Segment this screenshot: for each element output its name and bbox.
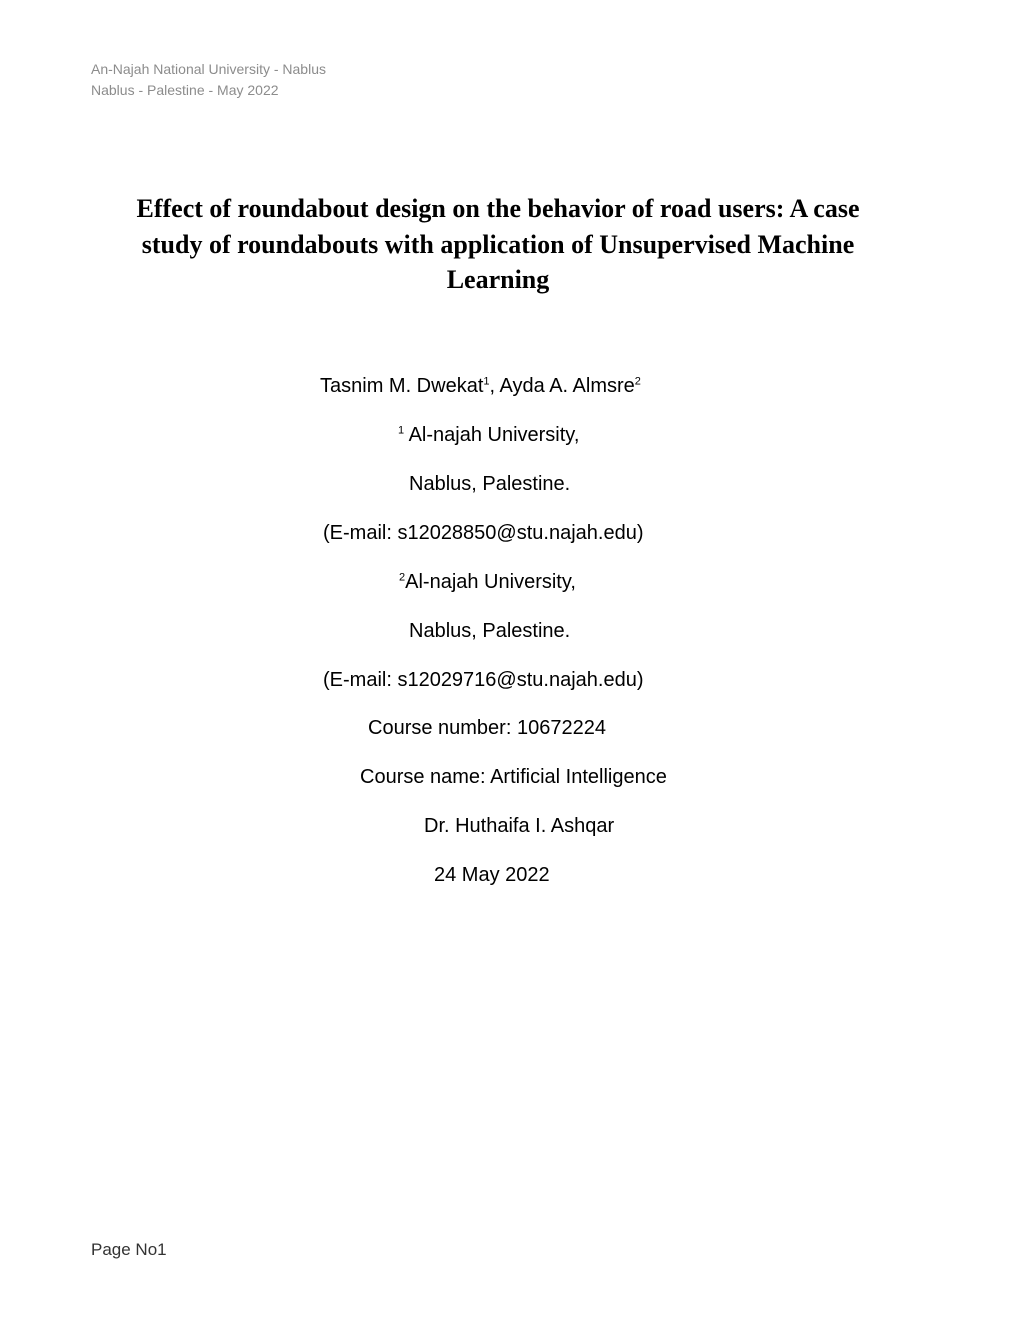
affiliation-1-university-text: Al-najah University, xyxy=(404,424,580,446)
paper-title xyxy=(112,191,884,298)
affiliation-2-city: Nablus, Palestine. xyxy=(409,620,571,642)
page-number: Page No1 xyxy=(91,1240,167,1259)
affiliation-1-university xyxy=(398,423,579,447)
document-date: 24 May 2022 xyxy=(434,864,550,886)
affiliation-1-city: Nablus, Palestine. xyxy=(409,473,571,495)
affiliation-1-sup: 1 xyxy=(398,424,405,437)
instructor-name: Dr. Huthaifa I. Ashqar xyxy=(424,815,615,837)
author-line xyxy=(320,374,641,398)
title-line-1: Effect of roundabout design on the behavior of road users: A case xyxy=(136,194,860,223)
affiliation-2-sup: 2 xyxy=(399,571,406,584)
affiliation-1-email: (E-mail: s12028850@stu.najah.edu) xyxy=(323,522,644,544)
author-separator: , xyxy=(489,375,500,397)
course-number: Course number: 10672224 xyxy=(368,717,606,739)
author-1-sup: 1 xyxy=(483,375,490,388)
course-name: Course name: Artificial Intelligence xyxy=(360,766,667,788)
title-line-2: study of roundabouts with application of Unsupervised Machine xyxy=(141,229,855,259)
author-2-name: Ayda A. Almsre xyxy=(499,375,635,397)
page-header xyxy=(91,59,326,101)
header-location-date: Nablus - Palestine - May 2022 xyxy=(91,82,279,98)
author-1-name: Tasnim M. Dwekat xyxy=(320,375,484,397)
affiliation-2-university-text: Al-najah University, xyxy=(405,571,576,593)
header-university: An-Najah National University - Nablus xyxy=(91,61,326,77)
title-line-3: Learning xyxy=(446,265,550,294)
affiliation-2-university xyxy=(399,570,576,594)
author-2-sup: 2 xyxy=(634,375,641,388)
affiliation-2-email: (E-mail: s12029716@stu.najah.edu) xyxy=(323,669,644,691)
